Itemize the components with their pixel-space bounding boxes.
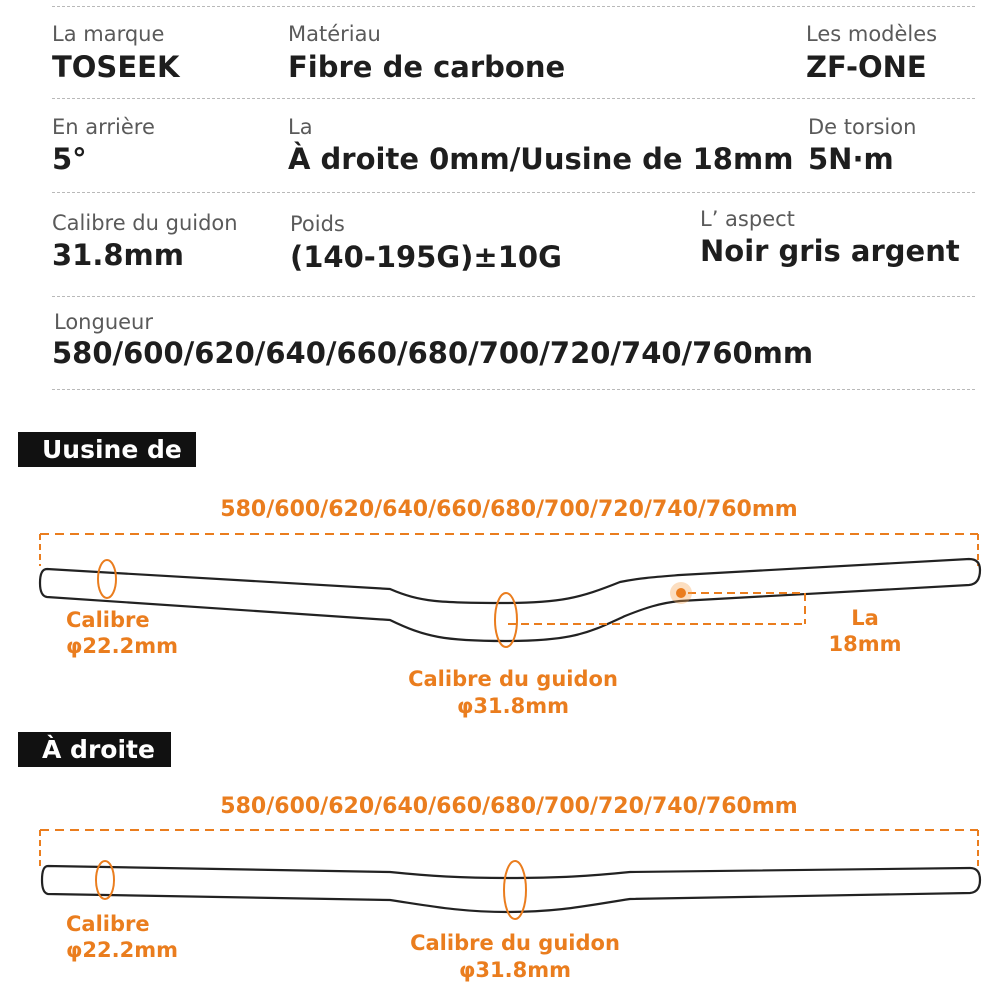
flat-bar-diagram — [0, 820, 1000, 930]
divider — [52, 192, 975, 193]
riser-rise-bracket — [508, 593, 805, 624]
riser-bar-diagram — [0, 520, 1000, 690]
section-tag-riser: Uusine de — [18, 432, 196, 467]
flat-length-dimension-line — [40, 830, 978, 868]
flat-bar-outline — [42, 866, 980, 912]
riser-length-label: 580/600/620/640/660/680/700/720/740/760mm — [220, 497, 798, 522]
spec-value-weight: (140-195G)±10G — [290, 240, 562, 274]
riser-rise-value: 18mm — [828, 632, 902, 656]
spec-value-material: Fibre de carbone — [288, 50, 566, 84]
spec-label-torque: De torsion — [808, 115, 917, 139]
spec-value-backsweep: 5° — [52, 142, 87, 176]
riser-center-caliber-label: Calibre du guidon — [408, 667, 618, 691]
spec-label-rise: La — [288, 115, 313, 139]
divider — [52, 296, 975, 297]
spec-label-weight: Poids — [290, 212, 345, 236]
riser-center-diameter-label: φ31.8mm — [456, 694, 569, 718]
spec-value-length: 580/600/620/640/660/680/700/720/740/760mm — [52, 336, 814, 370]
flat-center-caliber-label: Calibre du guidon — [410, 931, 620, 955]
spec-label-brand: La marque — [52, 22, 165, 46]
riser-end-diameter-label: φ22.2mm — [66, 634, 179, 658]
flat-length-label: 580/600/620/640/660/680/700/720/740/760mm — [220, 794, 798, 819]
flat-end-diameter-label: φ22.2mm — [66, 938, 179, 962]
riser-length-dimension-line — [40, 534, 978, 566]
flat-end-caliber-label: Calibre — [66, 912, 150, 936]
spec-value-rise: À droite 0mm/Uusine de 18mm — [288, 142, 794, 176]
flat-center-diameter-label: φ31.8mm — [458, 958, 571, 982]
riser-end-caliber-label: Calibre — [66, 608, 150, 632]
divider — [52, 6, 975, 7]
spec-label-length: Longueur — [54, 310, 153, 334]
section-tag-flat: À droite — [18, 732, 171, 767]
spec-label-backsweep: En arrière — [52, 115, 155, 139]
spec-value-brand: TOSEEK — [52, 50, 180, 84]
spec-value-appearance: Noir gris argent — [700, 234, 960, 268]
spec-value-model: ZF-ONE — [806, 50, 927, 84]
flat-center-caliber-ring — [504, 861, 526, 919]
spec-value-bar-caliber: 31.8mm — [52, 238, 184, 272]
divider — [52, 98, 975, 99]
spec-value-torque: 5N·m — [808, 142, 894, 176]
spec-label-appearance: L’ aspect — [700, 207, 795, 231]
riser-rise-label: La — [851, 606, 879, 630]
rise-marker-dot — [676, 588, 686, 598]
spec-label-bar-caliber: Calibre du guidon — [52, 211, 238, 235]
spec-label-material: Matériau — [288, 22, 381, 46]
divider — [52, 389, 975, 390]
riser-center-caliber-ring — [495, 593, 517, 647]
riser-end-caliber-ring — [98, 560, 116, 598]
spec-label-model: Les modèles — [806, 22, 938, 46]
